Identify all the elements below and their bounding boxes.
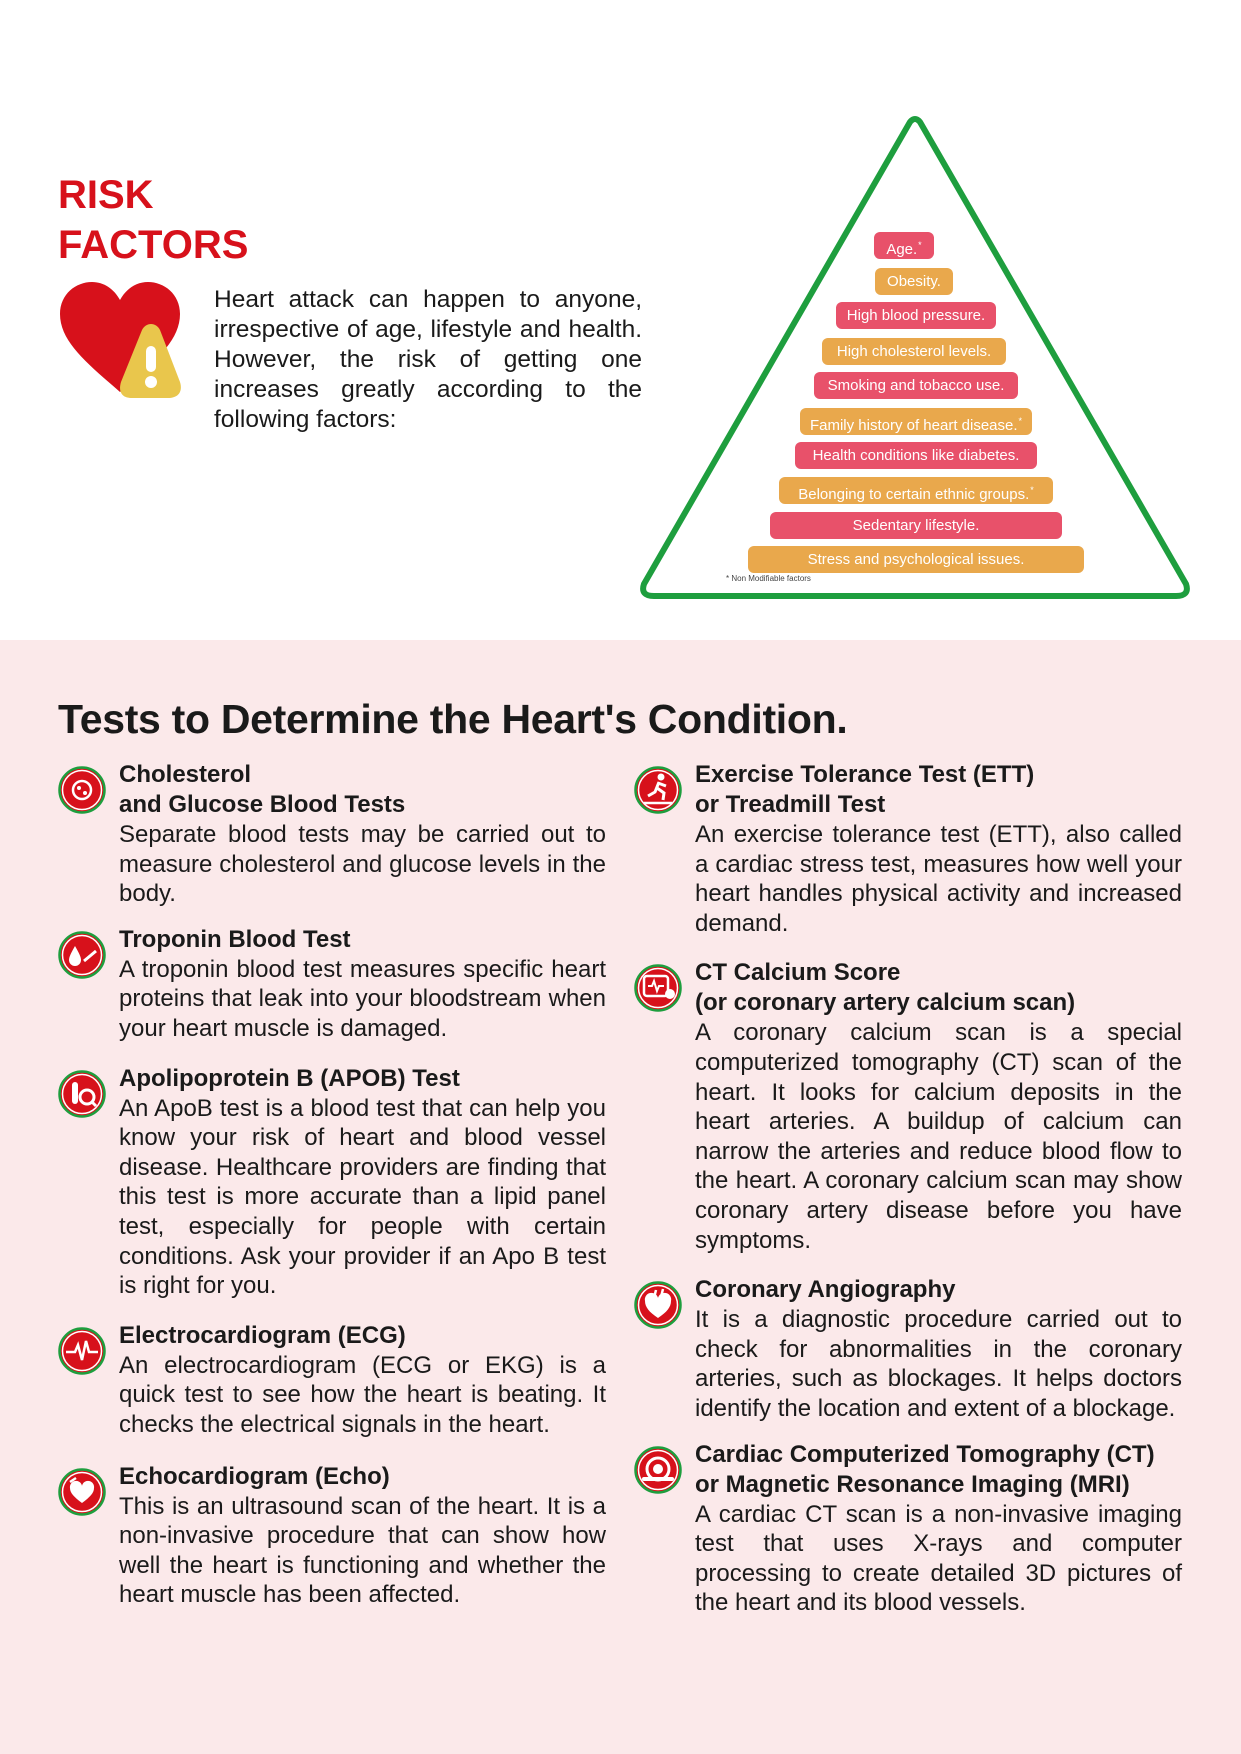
risk-factor-label: Belonging to certain ethnic groups. [798,486,1030,503]
test-item [58,1064,606,1301]
non-modifiable-mark: * [918,240,922,250]
risk-factor-pill [795,442,1037,469]
test-name [119,760,606,820]
heartbeat-line-icon [58,1327,106,1375]
test-name-line: Coronary Angiography [695,1276,956,1304]
test-name [695,760,1182,820]
risk-factor-pill [814,372,1018,399]
test-description: Separate blood tests may be carried out to measure cholesterol and glucose levels in the body. [119,821,606,908]
risk-factor-pill [822,338,1006,365]
test-description: It is a diagnostic procedure carried out to check for abnormalities in the coronary arteries, such as blockages. It helps doctors identify the location and extent of a blockage. [695,1306,1182,1422]
test-name [119,1321,606,1351]
test-name-line: or Treadmill Test [695,791,886,818]
test-name [695,958,1182,1018]
test-name-line: CT Calcium Score [695,959,901,987]
test-item [58,1462,606,1610]
test-item [634,1275,1182,1423]
tests-right-column [634,760,1182,1618]
risk-factor-pill [874,232,934,259]
risk-factor-label: High cholesterol levels. [836,343,992,360]
tests-left-column [58,760,606,1610]
test-name-line: or Magnetic Resonance Imaging (MRI) [695,1470,1130,1498]
test-name-line: Exercise Tolerance Test (ETT) [695,761,1035,788]
risk-factor-pill [836,302,996,329]
test-description: This is an ultrasound scan of the heart. It is a non-invasive procedure that can show how well the heart is functioning and whether the heart muscle has been affected. [119,1492,606,1609]
test-item [58,760,606,909]
mri-machine-icon [634,1446,682,1494]
test-name [695,1440,1182,1500]
test-name-line: Troponin Blood Test [119,925,351,953]
ct-scanner-icon [634,964,682,1012]
test-name-line: Cardiac Computerized Tomography (CT) [695,1440,1155,1468]
test-item [58,1321,606,1440]
tests-title: Tests to Determine the Heart's Condition. [58,696,848,742]
test-description: An electrocardiogram (ECG or EKG) is a quick test to see how the heart is beating. It checks the electrical signals in the heart. [119,1351,606,1438]
risk-factor-label: Obesity. [887,273,941,290]
blood-drop-syringe-icon [58,931,106,979]
ultrasound-heart-icon [58,1468,106,1516]
test-tube-magnifier-icon [58,1070,106,1118]
heart-warning-icon [58,280,182,404]
risk-factor-label: Family history of heart disease. [809,417,1018,434]
test-name-line: and Glucose Blood Tests [119,791,406,818]
risk-factor-label: Sedentary lifestyle. [852,517,980,534]
test-name [119,925,606,955]
non-modifiable-mark: * [1018,416,1023,426]
test-name [695,1275,1182,1305]
risk-factor-pill [770,512,1062,539]
risk-factor-label: High blood pressure. [846,307,986,324]
test-item [634,958,1182,1255]
risk-factor-label: Stress and psychological issues. [807,551,1025,568]
risk-factor-label: Age. [886,241,918,258]
test-name-line: Cholesterol [119,761,252,788]
test-item [634,760,1182,938]
risk-factor-pill [800,408,1032,435]
test-name [119,1064,606,1094]
risk-factor-pill [748,546,1084,573]
test-description: A coronary calcium scan is a special computerized tomography (CT) scan of the heart. It looks for calcium deposits in the heart arteries. A buildup of calcium can narrow the arteries and reduce blood flow to the heart. A coronary calcium scan may show coronary artery disease before you have symptoms. [695,1019,1182,1254]
non-modifiable-mark: * [1030,485,1034,495]
risk-factors-title [58,170,248,270]
test-name-line: Apolipoprotein B (APOB) Test [119,1064,460,1092]
test-name [119,1462,606,1492]
test-item [58,925,606,1044]
test-description: A troponin blood test measures specific heart proteins that leak into your bloodstream when your heart muscle is damaged. [119,955,606,1042]
test-description: A cardiac CT scan is a non-invasive imaging test that uses X-rays and computer processing to create detailed 3D pictures of the heart and its blood vessels. [695,1500,1182,1617]
test-name-line: Echocardiogram (Echo) [119,1462,390,1490]
risk-factor-label: Smoking and tobacco use. [827,377,1005,394]
test-description: An exercise tolerance test (ETT), also called a cardiac stress test, measures how well your heart handles physical activity and increased demand. [695,821,1182,937]
risk-factor-pill [779,477,1053,504]
test-item [634,1440,1182,1618]
risk-factors-intro: Heart attack can happen to anyone, irrespective of age, lifestyle and health. However, the risk of getting one increases greatly according to the following factors: [214,286,642,433]
test-name-line: (or coronary artery calcium scan) [695,989,1076,1017]
risk-factor-pill [875,268,953,295]
heart-arteries-icon [634,1281,682,1329]
treadmill-icon [634,766,682,814]
test-name-line: Electrocardiogram (ECG) [119,1321,406,1349]
risk-factors-title-line2: FACTORS [58,223,249,267]
test-description: An ApoB test is a blood test that can help you know your risk of heart and blood vessel disease. Healthcare providers are finding that this test is more accurate than a lipid panel test, especially for people with certain conditions. Ask your provider if an Apo B test is right for you. [119,1094,606,1300]
non-modifiable-note: * Non Modifiable factors [726,574,811,583]
risk-factor-label: Health conditions like diabetes. [812,447,1020,464]
blood-glucose-icon [58,766,106,814]
risk-factors-title-line1: RISK [58,173,154,217]
